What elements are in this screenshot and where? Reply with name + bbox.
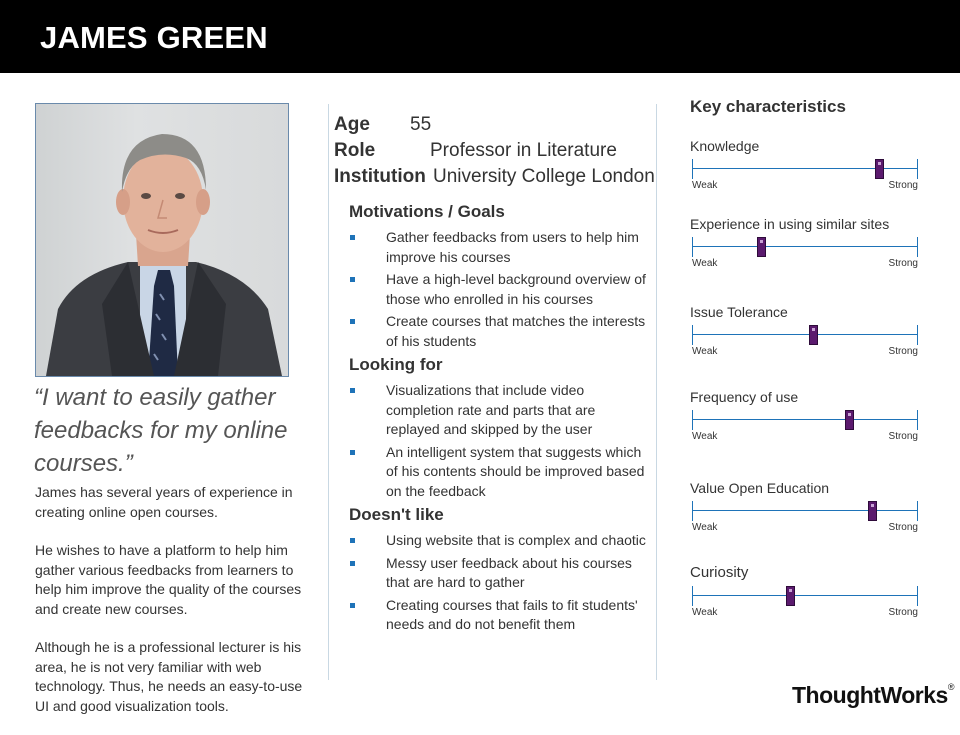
list-item-text: Gather feedbacks from users to help him improve his courses bbox=[386, 229, 639, 265]
persona-photo bbox=[35, 103, 289, 377]
slider-label: Curiosity bbox=[690, 564, 749, 581]
slider-knob bbox=[809, 325, 818, 345]
list-item bbox=[349, 554, 649, 593]
fact-label: Role bbox=[334, 140, 376, 161]
slider-knob bbox=[868, 501, 877, 521]
list-item bbox=[349, 381, 649, 440]
bullet-icon bbox=[350, 603, 355, 608]
slider-label: Issue Tolerance bbox=[690, 304, 788, 320]
key-characteristics-title: Key characteristics bbox=[690, 97, 846, 116]
list-item-text: Creating courses that fails to fit students' needs and do not benefit them bbox=[386, 596, 638, 632]
weak-label: Weak bbox=[692, 607, 718, 618]
strong-label: Strong bbox=[888, 607, 918, 618]
persona-sections bbox=[349, 202, 649, 639]
doesnt-like-list bbox=[349, 531, 649, 635]
slider-track bbox=[692, 159, 918, 179]
slider-curiosity bbox=[690, 564, 918, 618]
fact-label: Institution bbox=[334, 166, 426, 187]
list-item-text: An intelligent system that suggests which of his contents should be improved based on the feedback bbox=[386, 443, 645, 499]
bullet-icon bbox=[350, 450, 355, 455]
fact-label: Age bbox=[334, 114, 370, 135]
motivations-title: Motivations / Goals bbox=[349, 202, 505, 221]
strong-label: Strong bbox=[888, 346, 918, 357]
fact-institution bbox=[334, 164, 655, 190]
logo-text: ThoughtWorks bbox=[792, 682, 948, 708]
persona-facts bbox=[334, 112, 655, 190]
weak-label: Weak bbox=[692, 431, 718, 442]
slider-experience bbox=[690, 216, 918, 269]
list-item bbox=[349, 270, 649, 309]
motivations-list bbox=[349, 228, 649, 351]
slider-frequency bbox=[690, 389, 918, 442]
persona-quote: “I want to easily gather feedbacks for my online courses.” bbox=[34, 384, 288, 477]
fact-value: 55 bbox=[410, 114, 432, 135]
list-item-text: Using website that is complex and chaotic bbox=[386, 532, 646, 548]
thoughtworks-logo bbox=[792, 682, 954, 709]
bullet-icon bbox=[350, 319, 355, 324]
weak-label: Weak bbox=[692, 346, 718, 357]
weak-label: Weak bbox=[692, 258, 718, 269]
looking-for-list bbox=[349, 381, 649, 501]
bio-paragraph: James has several years of experience in creating online open courses. bbox=[35, 484, 293, 520]
bullet-icon bbox=[350, 277, 355, 282]
weak-label: Weak bbox=[692, 180, 718, 191]
slider-knob bbox=[875, 159, 884, 179]
list-item bbox=[349, 531, 649, 551]
bio-paragraph: He wishes to have a platform to help him gather various feedbacks from learners to help him improve the quality of the courses and create new courses. bbox=[35, 542, 302, 617]
bullet-icon bbox=[350, 538, 355, 543]
list-item bbox=[349, 443, 649, 502]
list-item bbox=[349, 312, 649, 351]
slider-knob bbox=[757, 237, 766, 257]
slider-track bbox=[692, 501, 918, 521]
strong-label: Strong bbox=[888, 431, 918, 442]
fact-role bbox=[334, 138, 617, 164]
list-item-text: Create courses that matches the interests of his students bbox=[386, 313, 646, 349]
list-item-text: Have a high-level background overview of those who enrolled in his courses bbox=[386, 271, 646, 307]
strong-label: Strong bbox=[888, 180, 918, 191]
bullet-icon bbox=[350, 388, 355, 393]
bullet-icon bbox=[350, 561, 355, 566]
persona-name: JAMES GREEN bbox=[40, 20, 268, 55]
slider-track bbox=[692, 410, 918, 430]
logo-registered-mark: ® bbox=[947, 682, 954, 692]
looking-for-title: Looking for bbox=[349, 355, 443, 374]
list-item-text: Visualizations that include video completion rate and parts that are replayed and skipped by the user bbox=[386, 382, 596, 437]
slider-issue-tolerance bbox=[690, 304, 918, 357]
doesnt-like-title: Doesn't like bbox=[349, 505, 444, 524]
slider-knob bbox=[786, 586, 795, 606]
list-item-text: Messy user feedback about his courses that are hard to gather bbox=[386, 554, 632, 590]
strong-label: Strong bbox=[888, 522, 918, 533]
slider-value-open-education bbox=[690, 480, 918, 533]
slider-label: Knowledge bbox=[690, 138, 760, 154]
slider-label: Frequency of use bbox=[690, 389, 799, 405]
slider-track bbox=[692, 237, 918, 257]
list-item bbox=[349, 228, 649, 267]
weak-label: Weak bbox=[692, 522, 718, 533]
fact-age bbox=[334, 112, 432, 138]
slider-label: Value Open Education bbox=[690, 480, 830, 496]
slider-knob bbox=[845, 410, 854, 430]
list-item bbox=[349, 596, 649, 635]
slider-track bbox=[692, 325, 918, 345]
slider-label: Experience in using similar sites bbox=[690, 216, 890, 232]
strong-label: Strong bbox=[888, 258, 918, 269]
fact-value: University College London bbox=[433, 166, 655, 187]
fact-value: Professor in Literature bbox=[430, 140, 617, 161]
bullet-icon bbox=[350, 235, 355, 240]
slider-knowledge bbox=[690, 138, 918, 191]
slider-track bbox=[692, 586, 918, 606]
persona-bio bbox=[35, 483, 315, 735]
column-divider bbox=[328, 104, 329, 680]
bio-paragraph: Although he is a professional lecturer is his area, he is not very familiar with web technology. Thus, he needs an easy-to-use UI and good visualization tools. bbox=[35, 639, 303, 714]
column-divider bbox=[656, 104, 657, 680]
header-bar bbox=[0, 0, 960, 73]
